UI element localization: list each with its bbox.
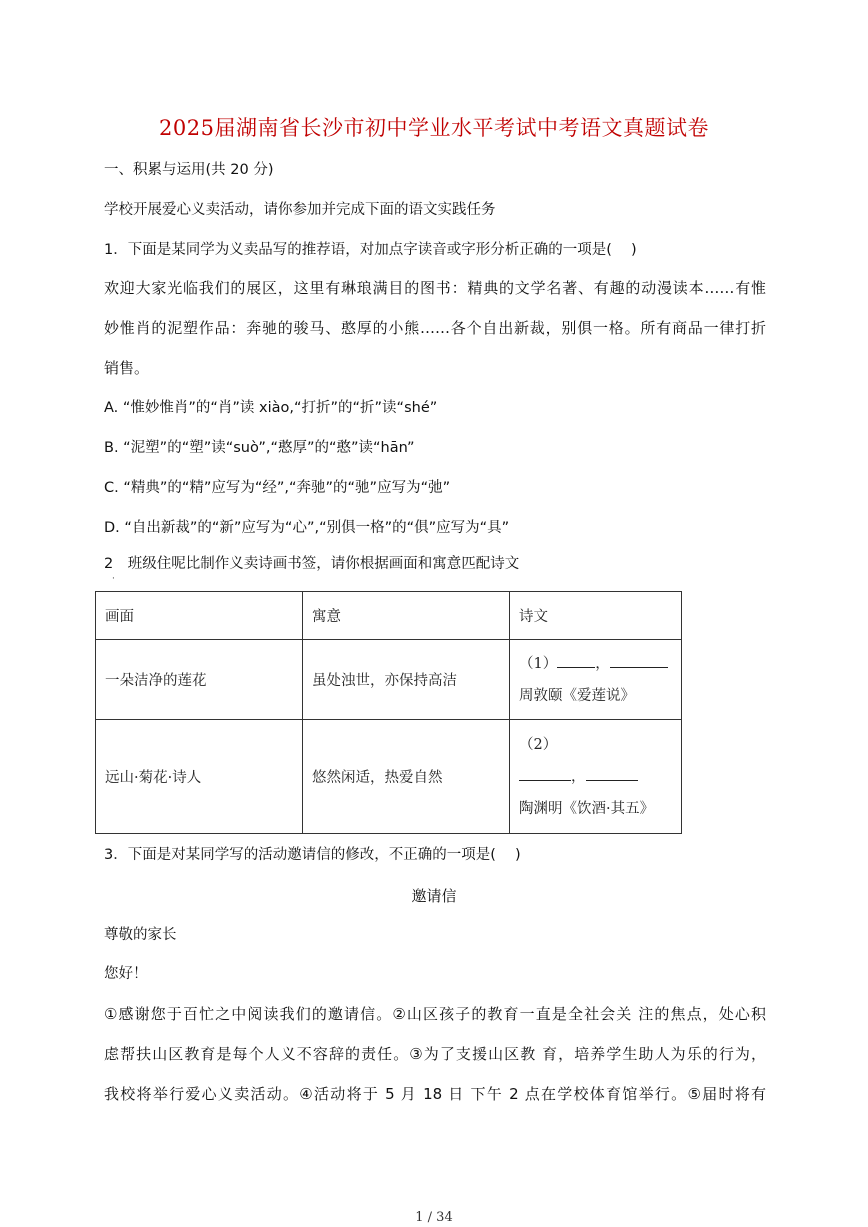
letter-line: ①感谢您于百忙之中阅读我们的邀请信。②山区孩子的教育一直是全社会关 注的焦点，处心积 [104,1005,766,1023]
passage-line: 欢迎大家光临我们的展区，这里有琳琅满目的图书：精典的文学名著、有趣的动漫读本……有惟 [104,279,766,297]
poem-author: 周敦颐《爱莲说》 [519,687,635,704]
blank-separator: ， [595,655,610,672]
letter-salutation: 尊敬的家长 [104,927,177,943]
blank-label: （1） [519,655,558,672]
poem-author: 陶渊明《饮酒·其五》 [519,800,655,817]
poem-table [95,591,682,834]
option-d: D. “自出新裁”的“新”应写为“心”,“别俱一格”的“俱”应写为“具” [104,520,510,536]
answer-blank[interactable] [586,764,638,781]
cell-poem [510,720,682,834]
header-picture: 画面 [96,592,303,640]
poem-blank-line [519,761,672,793]
question-1-stem: 1．下面是某同学为义卖品写的推荐语，对加点字读音或字形分析正确的一项是( ) [104,242,637,258]
header-meaning: 寓意 [303,592,510,640]
letter-greeting: 您好！ [104,966,148,982]
question-2-stem: 2 班级住呢比制作义卖诗画书签，请你根据画面和寓意匹配诗文 [104,556,520,572]
cell-poem [510,640,682,720]
answer-blank[interactable] [610,651,668,668]
letter-body [104,994,766,1114]
option-c: C. “精典”的“精”应写为“经”,“奔驰”的“驰”应写为“弛” [104,480,451,496]
option-b: B. “泥塑”的“塑”读“suò”,“憨厚”的“憨”读“hān” [104,440,415,456]
table-header-row [96,592,682,640]
header-poem: 诗文 [510,592,682,640]
cell-meaning: 悠然闲适，热爱自然 [303,720,510,834]
table-row [96,720,682,834]
task-intro: 学校开展爱心义卖活动，请你参加并完成下面的语文实践任务 [104,202,496,218]
letter-line: 虑帮扶山区教育是每个人义不容辞的责任。③为了支援山区教 育，培养学生助人为乐的行为， [104,1045,766,1063]
cell-meaning: 虽处浊世，亦保持高洁 [303,640,510,720]
stray-mark: · [112,574,115,584]
question-3-stem: 3．下面是对某同学写的活动邀请信的修改，不正确的一项是( ) [104,847,521,863]
answer-blank[interactable] [557,651,595,668]
page-number: 1 / 34 [415,1210,453,1225]
section-heading: 一、积累与运用(共 20 分) [104,162,274,178]
passage-line: 销售。 [104,359,150,377]
table-row [96,640,682,720]
blank-separator: ， [571,768,586,785]
letter-title: 邀请信 [411,887,457,905]
exam-title: 2025届湖南省长沙市初中学业水平考试中考语文真题试卷 [159,116,709,140]
passage-line: 妙惟肖的泥塑作品：奔驰的骏马、憨厚的小熊……各个自出新裁，别俱一格。所有商品一律打折 [104,319,766,337]
answer-blank[interactable] [519,764,571,781]
question-1-passage [104,268,766,388]
poem-blank-line [519,648,672,680]
option-a: A. “惟妙惟肖”的“肖”读 xiào,“打折”的“折”读“shé” [104,400,438,416]
blank-label: （2） [519,736,558,753]
letter-line: 我校将举行爱心义卖活动。④活动将于 5 月 18 日 下午 2 点在学校体育馆举行。⑤届时将有 [104,1085,766,1103]
cell-picture: 远山·菊花·诗人 [96,720,303,834]
cell-picture: 一朵洁净的莲花 [96,640,303,720]
